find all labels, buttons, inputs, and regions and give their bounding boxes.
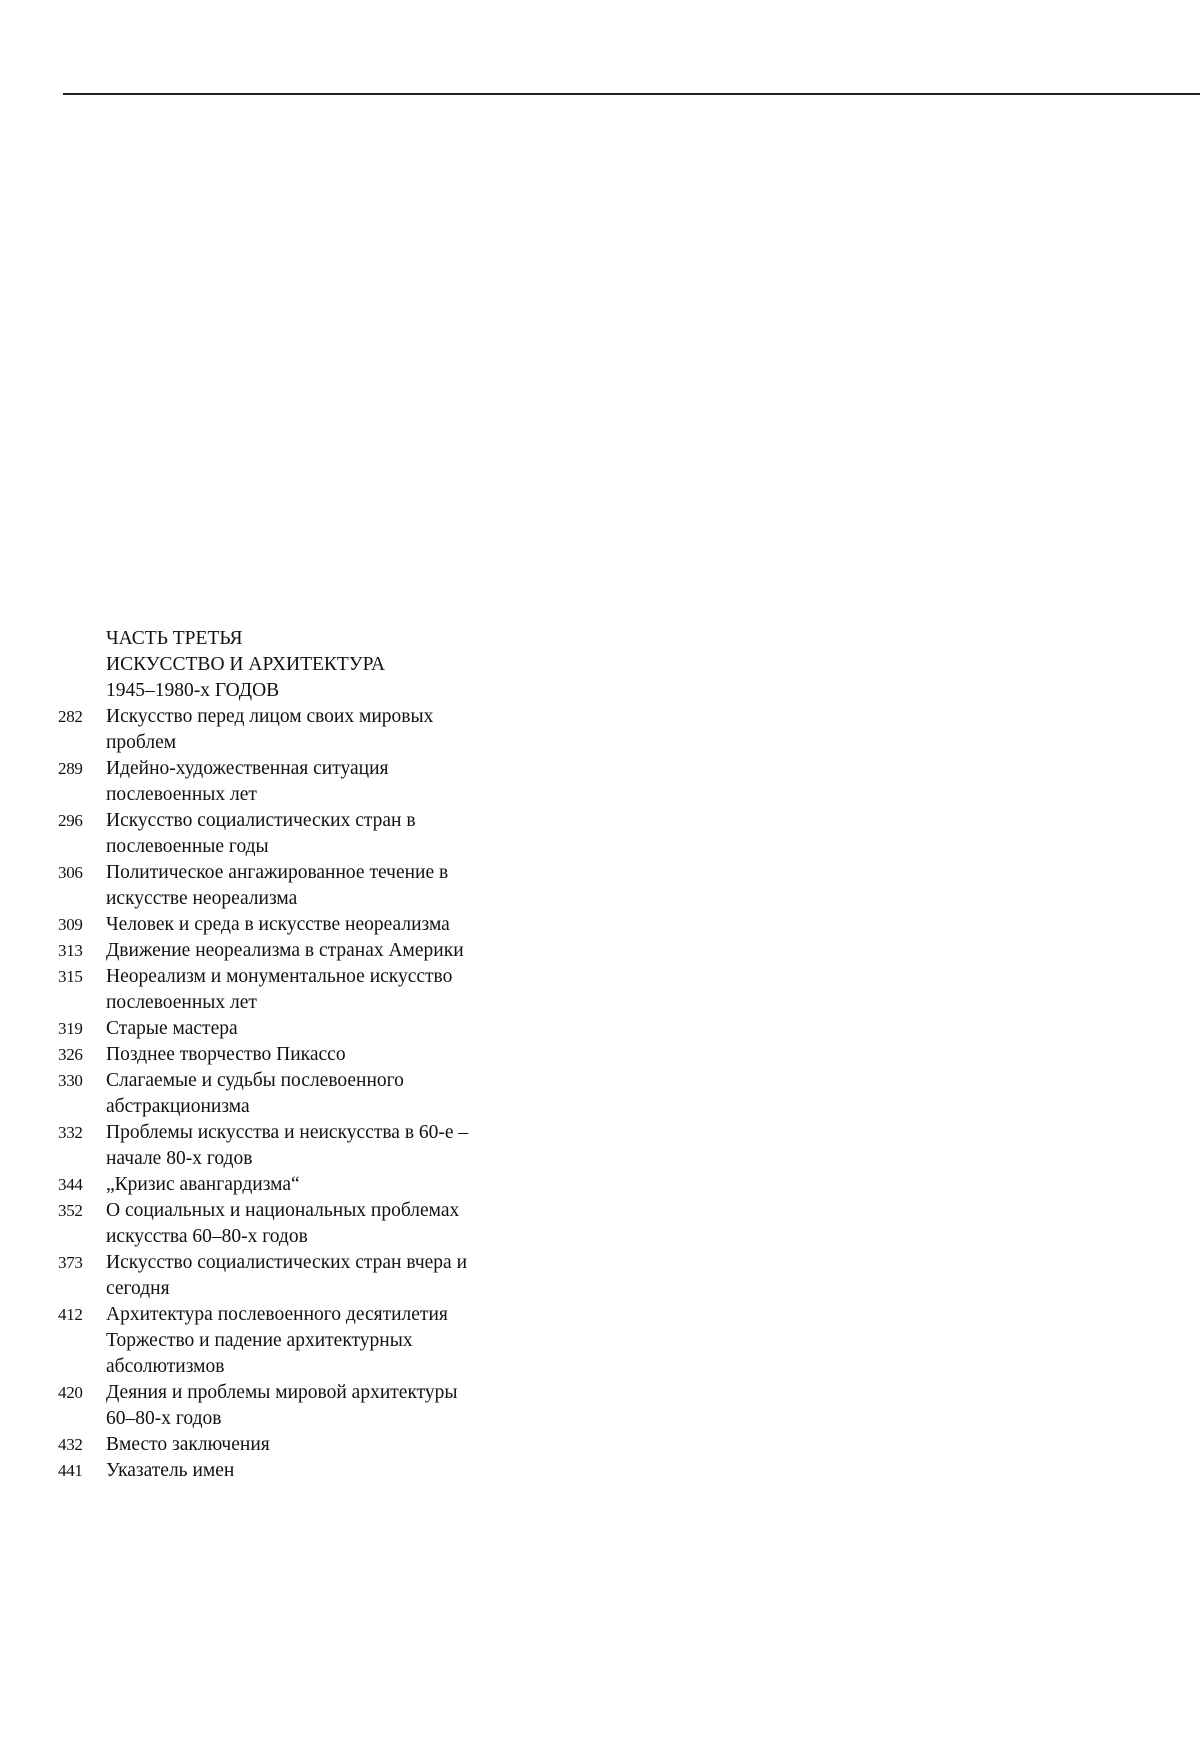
toc-page-number: 315	[58, 967, 83, 986]
toc-entry-title	[106, 1068, 528, 1120]
toc-page-number: 319	[58, 1019, 83, 1038]
toc-entry-title-line: Архитектура послевоенного десятилетия	[106, 1304, 448, 1325]
toc-entry-title-line: искусстве неореализма	[106, 888, 298, 909]
toc-page-number: 296	[58, 811, 83, 830]
toc-entry	[58, 1172, 528, 1198]
toc-entry-title	[106, 704, 528, 756]
toc-entry-title-line: абсолютизмов	[106, 1356, 225, 1377]
toc-entry	[58, 1016, 528, 1042]
toc-entry-title-line: Указатель имен	[106, 1460, 235, 1481]
toc-entry	[58, 1250, 528, 1302]
toc-entry-title	[106, 1380, 528, 1432]
toc-entry	[58, 1380, 528, 1432]
toc-entry	[58, 1198, 528, 1250]
top-rule	[63, 93, 1200, 95]
toc-entry-title-line: сегодня	[106, 1278, 170, 1299]
toc-entry	[58, 1432, 528, 1458]
toc-entry	[58, 808, 528, 860]
part-heading	[106, 626, 528, 704]
toc-entry-title	[106, 1458, 528, 1484]
part-heading-line: 1945–1980-х ГОДОВ	[106, 680, 280, 701]
toc-entry-title-line: Движение неореализма в странах Америки	[106, 940, 464, 961]
toc-entries	[58, 704, 528, 1484]
toc-page-number: 373	[58, 1253, 83, 1272]
toc-entry-title	[106, 1172, 528, 1198]
toc-page-number: 289	[58, 759, 83, 778]
toc-entry-title	[106, 1250, 528, 1302]
toc-entry	[58, 1120, 528, 1172]
toc-entry-title-line: Слагаемые и судьбы послевоенного	[106, 1070, 404, 1091]
toc-entry	[58, 1068, 528, 1120]
toc-page-number: 441	[58, 1461, 83, 1480]
toc-entry-title-line: Политическое ангажированное течение в	[106, 862, 449, 883]
toc-entry	[58, 756, 528, 808]
toc-entry-title-line: Старые мастера	[106, 1018, 238, 1039]
toc-entry-title-line: Вместо заключения	[106, 1434, 270, 1455]
toc-entry-title	[106, 860, 528, 912]
toc-entry-title-line: проблем	[106, 732, 177, 753]
toc-entry-title	[106, 964, 528, 1016]
toc-entry-title-line: Позднее творчество Пикассо	[106, 1044, 346, 1065]
toc-entry-title-line: Неореализм и монументальное искусство	[106, 966, 453, 987]
toc-page-number: 330	[58, 1071, 83, 1090]
toc-entry	[58, 912, 528, 938]
toc-entry-title-line: абстракционизма	[106, 1096, 250, 1117]
toc-page-number: 412	[58, 1305, 83, 1324]
toc-entry-title-line: Человек и среда в искусстве неореализма	[106, 914, 450, 935]
toc-entry-title	[106, 1120, 528, 1172]
toc-entry-title	[106, 938, 528, 964]
toc-entry-title	[106, 1432, 528, 1458]
part-heading-line: ИСКУССТВО И АРХИТЕКТУРА	[106, 654, 386, 675]
toc-entry-title-line: искусства 60–80-х годов	[106, 1226, 308, 1247]
toc-entry-title-line: послевоенных лет	[106, 784, 257, 805]
toc-entry-title-line: 60–80-х годов	[106, 1408, 222, 1429]
toc-page-number: 352	[58, 1201, 83, 1220]
toc-page-number: 344	[58, 1175, 83, 1194]
toc-entry-title	[106, 1198, 528, 1250]
toc-entry-title-line: Торжество и падение архитектурных	[106, 1330, 413, 1351]
toc-page-number: 309	[58, 915, 83, 934]
toc-entry-title-line: Деяния и проблемы мировой архитектуры	[106, 1382, 458, 1403]
toc-entry-title-line: послевоенных лет	[106, 992, 257, 1013]
toc-page-number: 306	[58, 863, 83, 882]
toc-entry-title	[106, 912, 528, 938]
part-heading-line: ЧАСТЬ ТРЕТЬЯ	[106, 628, 243, 649]
toc-entry-title-line: О социальных и национальных проблемах	[106, 1200, 460, 1221]
toc-entry	[58, 938, 528, 964]
toc-entry-title-line: Искусство перед лицом своих мировых	[106, 706, 434, 727]
toc-entry-title-line: начале 80-х годов	[106, 1148, 253, 1169]
toc-entry	[58, 1302, 528, 1380]
toc-entry	[58, 860, 528, 912]
toc-entry-title-line: Искусство социалистических стран вчера и	[106, 1252, 468, 1273]
toc-entry-title-line: Искусство социалистических стран в	[106, 810, 416, 831]
toc-entry-title-line: послевоенные годы	[106, 836, 269, 857]
toc-entry-title-line: „Кризис авангардизма“	[106, 1174, 300, 1195]
toc-entry	[58, 1458, 528, 1484]
toc-entry-title-line: Проблемы искусства и неискусства в 60-е –	[106, 1122, 469, 1143]
toc-entry	[58, 964, 528, 1016]
toc-entry-title	[106, 808, 528, 860]
toc-entry-title	[106, 1042, 528, 1068]
toc-page-number: 313	[58, 941, 83, 960]
toc-page-number: 420	[58, 1383, 83, 1402]
toc-page-number: 282	[58, 707, 83, 726]
toc-entry-title	[106, 1016, 528, 1042]
toc-page-number: 332	[58, 1123, 83, 1142]
toc-entry-title	[106, 756, 528, 808]
toc-page-number: 326	[58, 1045, 83, 1064]
toc-entry	[58, 1042, 528, 1068]
toc-entry-title	[106, 1302, 528, 1380]
toc-entry	[58, 704, 528, 756]
toc-entry-title-line: Идейно-художественная ситуация	[106, 758, 389, 779]
table-of-contents	[58, 626, 528, 1484]
toc-page-number: 432	[58, 1435, 83, 1454]
